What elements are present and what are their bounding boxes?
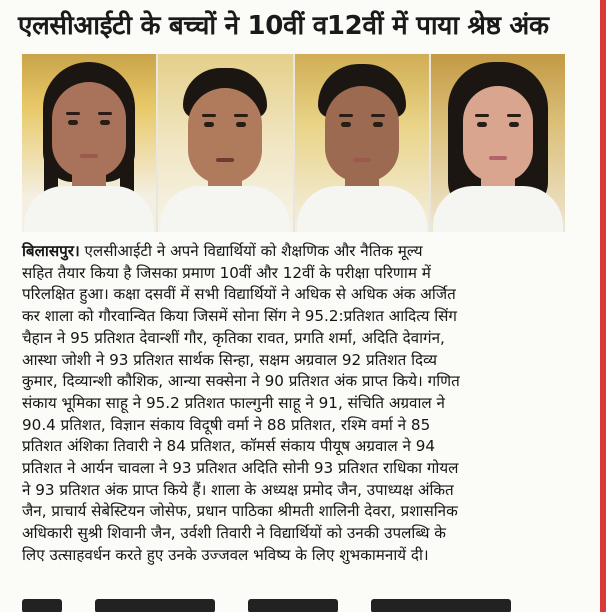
body-line: चैहान ने 95 प्रतिशत देवान्शीं गौर, कृतिका रावत, प्रगति शर्मा, अदिति देवागंन, <box>22 328 445 347</box>
body-line: प्रतिशत अंशिका तिवारी ने 84 प्रतिशत, कॉमर्स संकाय पीयूष अग्रवाल ने 94 <box>22 437 436 456</box>
cropped-text-fragment <box>22 599 62 612</box>
shirt-shape <box>24 186 154 232</box>
cropped-next-headline <box>22 598 570 612</box>
eye <box>204 122 214 127</box>
shirt-shape <box>297 186 427 232</box>
eye <box>509 122 519 127</box>
body-line: कुमार, दिव्यान्शी कौशिक, आन्या सक्सेना ने 90 प्रतिशत अंक प्राप्त किये। गणित <box>22 372 460 391</box>
face-shape <box>463 86 533 182</box>
student-photo-4 <box>431 54 565 232</box>
brow <box>234 114 248 117</box>
red-border-strip <box>600 0 606 612</box>
student-photo-2 <box>158 54 292 232</box>
body-line: आस्था जोशी ने 93 प्रतिशत सार्थक सिन्हा, सक्षम अग्रवाल 92 प्रतिशत दिव्य <box>22 350 438 369</box>
mouth <box>353 158 371 162</box>
brow <box>475 114 489 117</box>
body-line-text: एलसीआईटी ने अपने विद्यार्थियों को शैक्षणिक और नैतिक मूल्य <box>79 242 423 260</box>
body-line: परिलक्षित हुआ। कक्षा दसवीं में सभी विद्यार्थियों ने अधिक से अधिक अंक अर्जित <box>22 285 456 304</box>
brow <box>66 112 80 115</box>
brow <box>98 112 112 115</box>
photo-strip <box>22 54 565 232</box>
dateline: बिलासपुर। <box>22 242 80 260</box>
mouth <box>216 158 234 162</box>
face-shape <box>325 86 399 182</box>
eye <box>100 120 110 125</box>
body-line: सहित तैयार किया है जिसका प्रमाण 10वीं और 12वीं के परीक्षा परिणाम में <box>22 263 431 282</box>
headline: एलसीआईटी के बच्चों ने 10वीं व12वीं में पाया श्रेष्ठ अंक <box>18 11 549 41</box>
cropped-text-fragment <box>95 599 215 612</box>
cropped-text-fragment <box>371 599 511 612</box>
eye <box>341 122 351 127</box>
body-line: जैन, प्राचार्य सेबेस्टियन जोसेफ, प्रधान पाठिका श्रीमती शालिनी देवरा, प्रशासनिक <box>22 502 458 521</box>
eye <box>477 122 487 127</box>
student-photo-1 <box>22 54 156 232</box>
body-line: कर शाला को गौरवान्वित किया जिसमें सोना सिंग ने 95.2:प्रतिशत आदित्य सिंग <box>22 307 457 326</box>
face-shape <box>52 82 126 178</box>
shirt-shape <box>433 186 563 232</box>
body-line: अधिकारी सुश्री शिवानी जैन, उर्वशी तिवारी ने विद्यार्थियों को उनकी उपलब्धि के <box>22 524 446 543</box>
body-line: लिए उत्साहवर्धन करते हुए उनके उज्जवल भविष्य के लिए शुभकामनायें दी। <box>22 545 429 564</box>
eye <box>236 122 246 127</box>
shirt-shape <box>160 186 290 232</box>
body-line: संकाय भूमिका साहू ने 95.2 प्रतिशत फाल्गुनी साहू ने 91, संचिति अग्रवाल ने <box>22 393 445 412</box>
eye <box>373 122 383 127</box>
brow <box>371 114 385 117</box>
cropped-text-fragment <box>248 599 338 612</box>
body-line: ने 93 प्रतिशत अंक प्राप्त किये हैं। शाला के अध्यक्ष प्रमोद जैन, उपाध्यक्ष अंकित <box>22 480 454 499</box>
eye <box>68 120 78 125</box>
body-line-1 <box>22 241 570 263</box>
student-photo-3 <box>295 54 429 232</box>
article-body <box>22 241 570 567</box>
body-line: प्रतिशत ने आर्यन चावला ने 93 प्रतिशत अदिति सोनी 93 प्रतिशत राधिका गोयल <box>22 459 459 478</box>
brow <box>339 114 353 117</box>
brow <box>507 114 521 117</box>
brow <box>202 114 216 117</box>
mouth <box>80 154 98 158</box>
mouth <box>489 156 507 160</box>
body-line: 90.4 प्रतिशत, विज्ञान संकाय विदूषी वर्मा ने 88 प्रतिशत, रश्मि वर्मा ने 85 <box>22 415 431 434</box>
